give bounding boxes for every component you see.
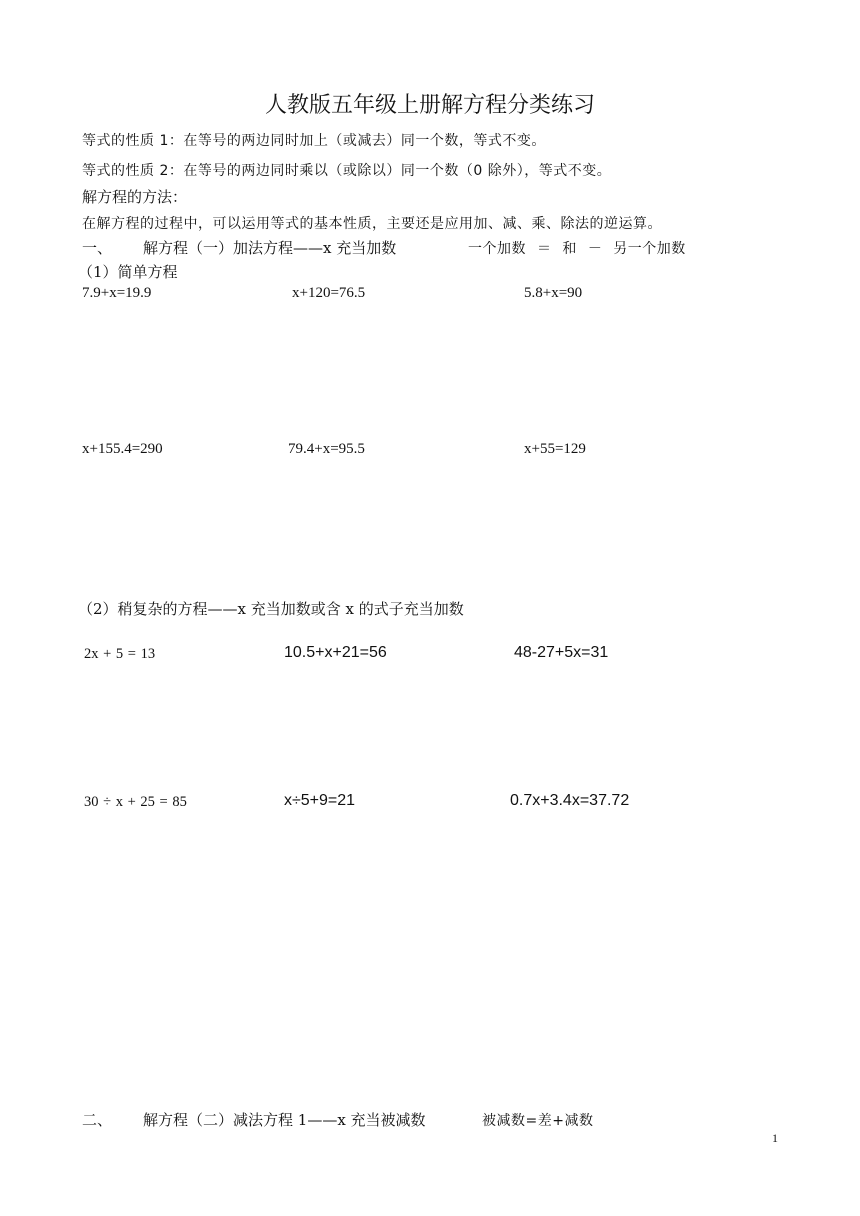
page-number: 1	[772, 1131, 778, 1145]
equation: 7.9+x=19.9	[82, 285, 152, 301]
equation: 79.4+x=95.5	[288, 441, 365, 457]
equation: 2x + 5 = 13	[84, 646, 156, 662]
equation: 5.8+x=90	[524, 285, 583, 301]
equality-rule-1: 等式的性质 1：在等号的两边同时加上（或减去）同一个数，等式不变。	[82, 133, 546, 149]
equation: 0.7x+3.4x=37.72	[510, 792, 630, 809]
section-2-title: 解方程（二）减法方程 1——x 充当被减数	[143, 1111, 426, 1129]
equation: 10.5+x+21=56	[284, 644, 387, 661]
equation: x+155.4=290	[82, 441, 163, 457]
page-title: 人教版五年级上册解方程分类练习	[264, 93, 595, 118]
equation: 30 ÷ x + 25 = 85	[84, 794, 187, 810]
section-1-title: 解方程（一）加法方程——x 充当加数	[143, 239, 397, 257]
subsection-2-title: （2）稍复杂的方程——x 充当加数或含 x 的式子充当加数	[78, 600, 464, 618]
equation: 48-27+5x=31	[514, 644, 609, 661]
equation: x+55=129	[524, 441, 586, 457]
method-text: 在解方程的过程中，可以运用等式的基本性质，主要还是应用加、减、乘、除法的逆运算。	[82, 216, 662, 232]
equation: x+120=76.5	[292, 285, 366, 301]
equality-rule-2: 等式的性质 2：在等号的两边同时乘以（或除以）同一个数（0 除外），等式不变。	[82, 163, 612, 179]
section-2-formula: 被减数=差+减数	[482, 1113, 594, 1129]
equation: x÷5+9=21	[284, 792, 356, 809]
subsection-1-title: （1）简单方程	[78, 263, 178, 281]
section-1-number: 一、	[82, 239, 113, 257]
section-1-formula: 一个加数 ＝ 和 － 另一个加数	[468, 241, 686, 257]
method-heading: 解方程的方法：	[82, 188, 188, 206]
section-2-number: 二、	[82, 1111, 113, 1129]
